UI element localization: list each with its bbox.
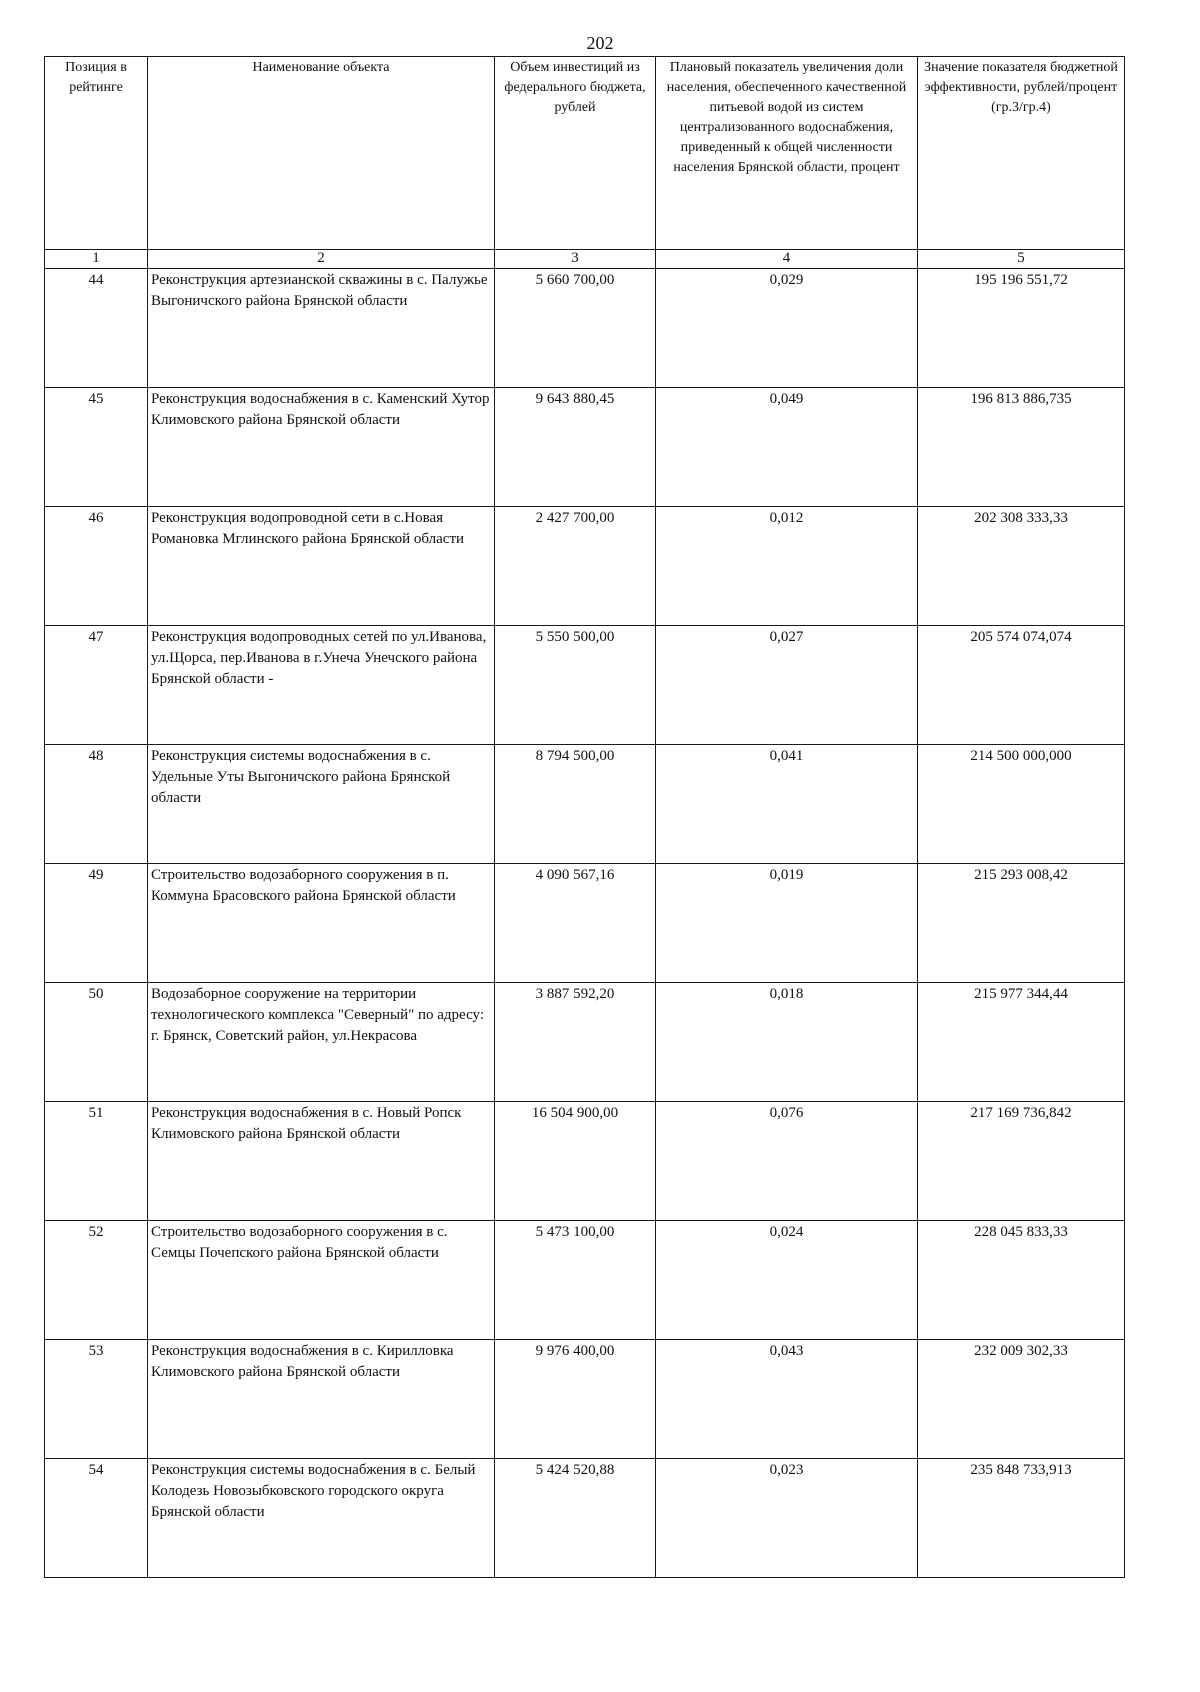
row-efficiency: 214 500 000,000 [918, 745, 1125, 864]
row-position: 48 [45, 745, 148, 864]
row-indicator: 0,043 [656, 1340, 918, 1459]
row-investment: 5 473 100,00 [495, 1221, 656, 1340]
column-number: 4 [656, 250, 918, 269]
row-efficiency: 228 045 833,33 [918, 1221, 1125, 1340]
row-investment: 9 976 400,00 [495, 1340, 656, 1459]
row-object-name: Строительство водозаборного сооружения в п. Коммуна Брасовского района Брянской области [148, 864, 495, 983]
row-investment: 4 090 567,16 [495, 864, 656, 983]
row-object-name: Реконструкция водопроводных сетей по ул.Иванова, ул.Щорса, пер.Иванова в г.Унеча Унечского района Брянской области - [148, 626, 495, 745]
header-position: Позиция в рейтинге [45, 57, 148, 250]
row-investment: 8 794 500,00 [495, 745, 656, 864]
table-row [45, 269, 1125, 388]
row-efficiency: 215 293 008,42 [918, 864, 1125, 983]
row-object-name: Реконструкция водоснабжения в с. Кирилловка Климовского района Брянской области [148, 1340, 495, 1459]
row-position: 52 [45, 1221, 148, 1340]
row-position: 45 [45, 388, 148, 507]
table-row [45, 864, 1125, 983]
row-efficiency: 205 574 074,074 [918, 626, 1125, 745]
row-position: 53 [45, 1340, 148, 1459]
row-efficiency: 235 848 733,913 [918, 1459, 1125, 1578]
row-investment: 5 424 520,88 [495, 1459, 656, 1578]
table-row [45, 388, 1125, 507]
row-position: 51 [45, 1102, 148, 1221]
row-efficiency: 232 009 302,33 [918, 1340, 1125, 1459]
table-row [45, 626, 1125, 745]
table-row [45, 507, 1125, 626]
row-indicator: 0,049 [656, 388, 918, 507]
row-object-name: Реконструкция артезианской скважины в с. Палужье Выгоничского района Брянской области [148, 269, 495, 388]
row-object-name: Реконструкция водоснабжения в с. Каменский Хутор Климовского района Брянской области [148, 388, 495, 507]
column-number: 2 [148, 250, 495, 269]
row-indicator: 0,023 [656, 1459, 918, 1578]
row-indicator: 0,027 [656, 626, 918, 745]
header-object-name: Наименование объекта [148, 57, 495, 250]
row-investment: 5 550 500,00 [495, 626, 656, 745]
row-investment: 16 504 900,00 [495, 1102, 656, 1221]
table-row [45, 983, 1125, 1102]
row-efficiency: 196 813 886,735 [918, 388, 1125, 507]
header-efficiency: Значение показателя бюджетной эффективности, рублей/процент (гр.3/гр.4) [918, 57, 1125, 250]
row-object-name: Реконструкция системы водоснабжения в с. Белый Колодезь Новозыбковского городского округа Брянской области [148, 1459, 495, 1578]
header-investment: Объем инвестиций из федерального бюджета, рублей [495, 57, 656, 250]
row-indicator: 0,029 [656, 269, 918, 388]
row-indicator: 0,019 [656, 864, 918, 983]
table-row [45, 1340, 1125, 1459]
column-number-row [45, 250, 1125, 269]
row-object-name: Реконструкция водоснабжения в с. Новый Ропск Климовского района Брянской области [148, 1102, 495, 1221]
row-efficiency: 217 169 736,842 [918, 1102, 1125, 1221]
row-indicator: 0,041 [656, 745, 918, 864]
row-investment: 2 427 700,00 [495, 507, 656, 626]
column-number: 5 [918, 250, 1125, 269]
row-efficiency: 202 308 333,33 [918, 507, 1125, 626]
table-row [45, 745, 1125, 864]
row-position: 47 [45, 626, 148, 745]
column-number: 3 [495, 250, 656, 269]
table-body [45, 269, 1125, 1578]
row-investment: 3 887 592,20 [495, 983, 656, 1102]
row-object-name: Строительство водозаборного сооружения в с. Семцы Почепского района Брянской области [148, 1221, 495, 1340]
row-efficiency: 195 196 551,72 [918, 269, 1125, 388]
row-investment: 5 660 700,00 [495, 269, 656, 388]
row-object-name: Реконструкция системы водоснабжения в с. Удельные Уты Выгоничского района Брянской области [148, 745, 495, 864]
row-position: 44 [45, 269, 148, 388]
row-efficiency: 215 977 344,44 [918, 983, 1125, 1102]
row-position: 46 [45, 507, 148, 626]
row-position: 54 [45, 1459, 148, 1578]
table-row [45, 1221, 1125, 1340]
row-indicator: 0,012 [656, 507, 918, 626]
row-position: 50 [45, 983, 148, 1102]
row-indicator: 0,018 [656, 983, 918, 1102]
row-object-name: Реконструкция водопроводной сети в с.Новая Романовка Мглинского района Брянской области [148, 507, 495, 626]
table-header-row [45, 57, 1125, 250]
row-indicator: 0,024 [656, 1221, 918, 1340]
column-number: 1 [45, 250, 148, 269]
investment-rating-table [44, 56, 1125, 1578]
row-indicator: 0,076 [656, 1102, 918, 1221]
table-row [45, 1459, 1125, 1578]
row-object-name: Водозаборное сооружение на территории технологического комплекса "Северный" по адресу: г. Брянск, Советский район, ул.Некрасова [148, 983, 495, 1102]
row-position: 49 [45, 864, 148, 983]
page-number: 202 [586, 33, 614, 53]
header-indicator: Плановый показатель увеличения доли населения, обеспеченного качественной питьевой водой из систем централизованного водоснабжения, приведенный к общей численности населения Брянской области, процент [656, 57, 918, 250]
table-row [45, 1102, 1125, 1221]
row-investment: 9 643 880,45 [495, 388, 656, 507]
